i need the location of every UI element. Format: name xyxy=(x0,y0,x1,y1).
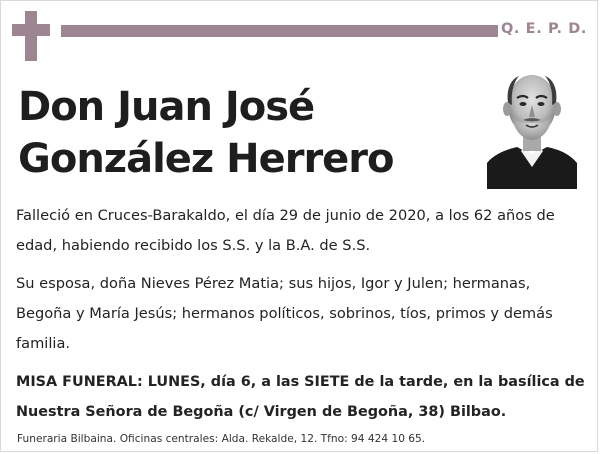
funeral-home-footer: Funeraria Bilbaina. Oficinas centrales: Alda. Rekalde, 12. Tfno: 94 424 10 65. xyxy=(17,433,426,445)
cross-icon xyxy=(12,11,50,61)
death-notice-paragraph: Falleció en Cruces-Barakaldo, el día 29 de junio de 2020, a los 62 años de edad, habiendo recibido los S.S. y la B.A. de S.S. xyxy=(16,207,555,254)
deceased-name xyxy=(18,81,478,185)
deceased-name-line-2: González Herrero xyxy=(18,136,394,182)
family-paragraph: Su esposa, doña Nieves Pérez Matia; sus hijos, Igor y Julen; hermanas, Begoña y María Jesús; hermanos políticos, sobrinos, tíos, primos y demás familia. xyxy=(16,275,553,352)
deceased-name-line-1: Don Juan José xyxy=(18,84,315,130)
funeral-mass-paragraph: MISA FUNERAL: LUNES, día 6, a las SIETE de la tarde, en la basílica de Nuestra Señora de Begoña (c/ Virgen de Begoña, 38) Bilbao. xyxy=(16,374,585,420)
header-rule xyxy=(61,25,498,37)
deceased-portrait-photo xyxy=(487,67,577,189)
qepd-label: Q. E. P. D. xyxy=(501,21,588,37)
